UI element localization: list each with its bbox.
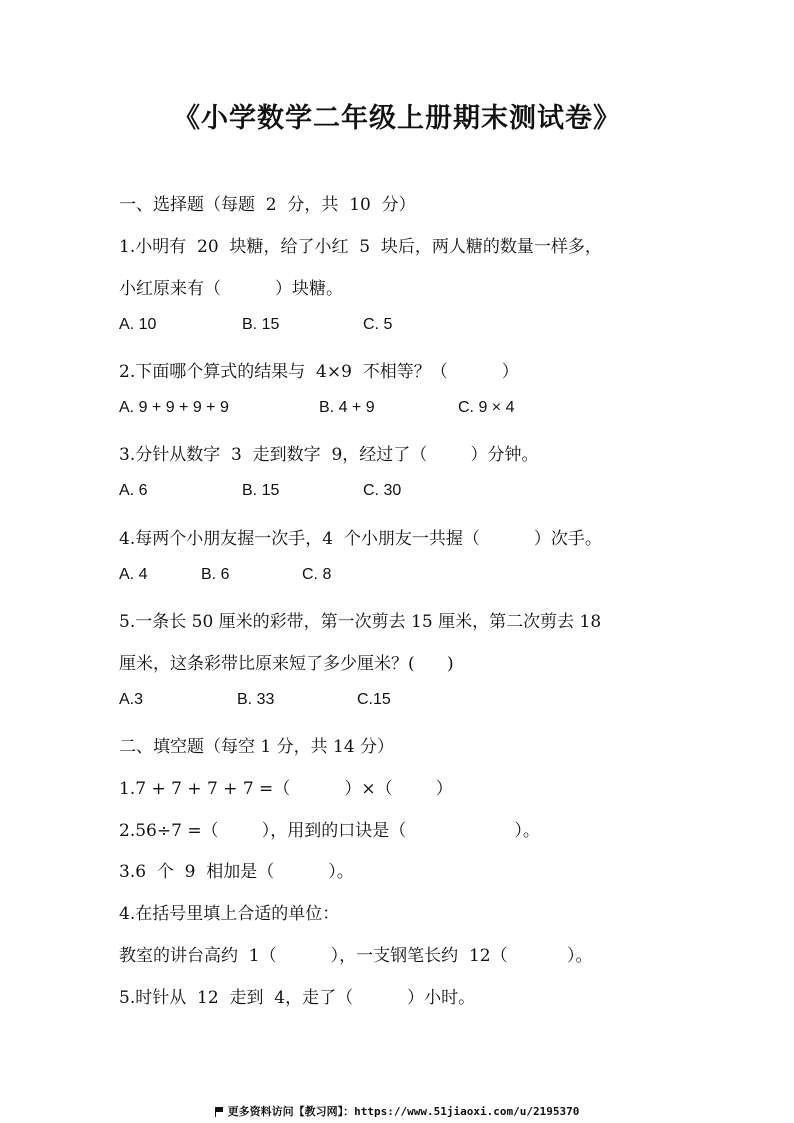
q3-text: 3.分针从数字 3 走到数字 9，经过了（ ）分钟。 (119, 445, 539, 465)
q1-option-c: C. 5 (363, 316, 393, 333)
fill-q3: 3.6 个 9 相加是（ ）。 (119, 862, 354, 882)
q4-option-c: C. 8 (302, 566, 332, 583)
q4-text: 4.每两个小朋友握一次手，4 个小朋友一共握（ ）次手。 (119, 529, 602, 549)
footer (0, 1103, 794, 1119)
footer-link-text[interactable]: 更多资料访问【教习网】：https://www.51jiaoxi.com/u/2195370 (227, 1105, 580, 1118)
q2-option-a: A. 9 + 9 + 9 + 9 (119, 399, 229, 416)
q2-option-b: B. 4 + 9 (319, 399, 375, 416)
q1-option-b: B. 15 (242, 316, 280, 333)
q5-option-b: B. 33 (237, 691, 275, 708)
q4-option-b: B. 6 (201, 566, 230, 583)
q2-option-c: C. 9 × 4 (458, 399, 515, 416)
fill-q4-heading: 4.在括号里填上合适的单位： (119, 904, 340, 924)
flag-icon (215, 1107, 224, 1116)
fill-q2: 2.56÷7 =（ ），用到的口诀是（ ）。 (119, 821, 540, 841)
q2-text: 2.下面哪个算式的结果与 4×9 不相等？（ ） (119, 362, 519, 382)
fill-q1: 1.7 + 7 + 7 + 7 =（ ）×（ ） (119, 779, 453, 799)
q5-text-line1: 5.一条长 50 厘米的彩带，第一次剪去 15 厘米，第二次剪去 18 (119, 612, 602, 632)
q4-option-a: A. 4 (119, 566, 148, 583)
q3-option-c: C. 30 (363, 482, 402, 499)
q1-option-a: A. 10 (119, 316, 157, 333)
page-title: 《小学数学二年级上册期末测试卷》 (173, 103, 621, 134)
q5-text-line2: 厘米，这条彩带比原来短了多少厘米？( ) (119, 654, 454, 674)
section1-heading: 一、选择题（每题 2 分，共 10 分） (119, 195, 416, 215)
q3-option-a: A. 6 (119, 482, 148, 499)
q5-option-a: A.3 (119, 691, 144, 708)
q5-option-c: C.15 (357, 691, 391, 708)
q1-text-line2: 小红原来有（ ）块糖。 (119, 279, 344, 299)
q1-text-line1: 1.小明有 20 块糖，给了小红 5 块后，两人糖的数量一样多， (119, 237, 602, 257)
section2-heading: 二、填空题（每空 1 分，共 14 分） (119, 737, 395, 757)
q3-option-b: B. 15 (242, 482, 280, 499)
fill-q4-units: 教室的讲台高约 1（ ），一支钢笔长约 12（ ）。 (119, 946, 593, 966)
fill-q5: 5.时针从 12 走到 4，走了（ ）小时。 (119, 988, 476, 1008)
